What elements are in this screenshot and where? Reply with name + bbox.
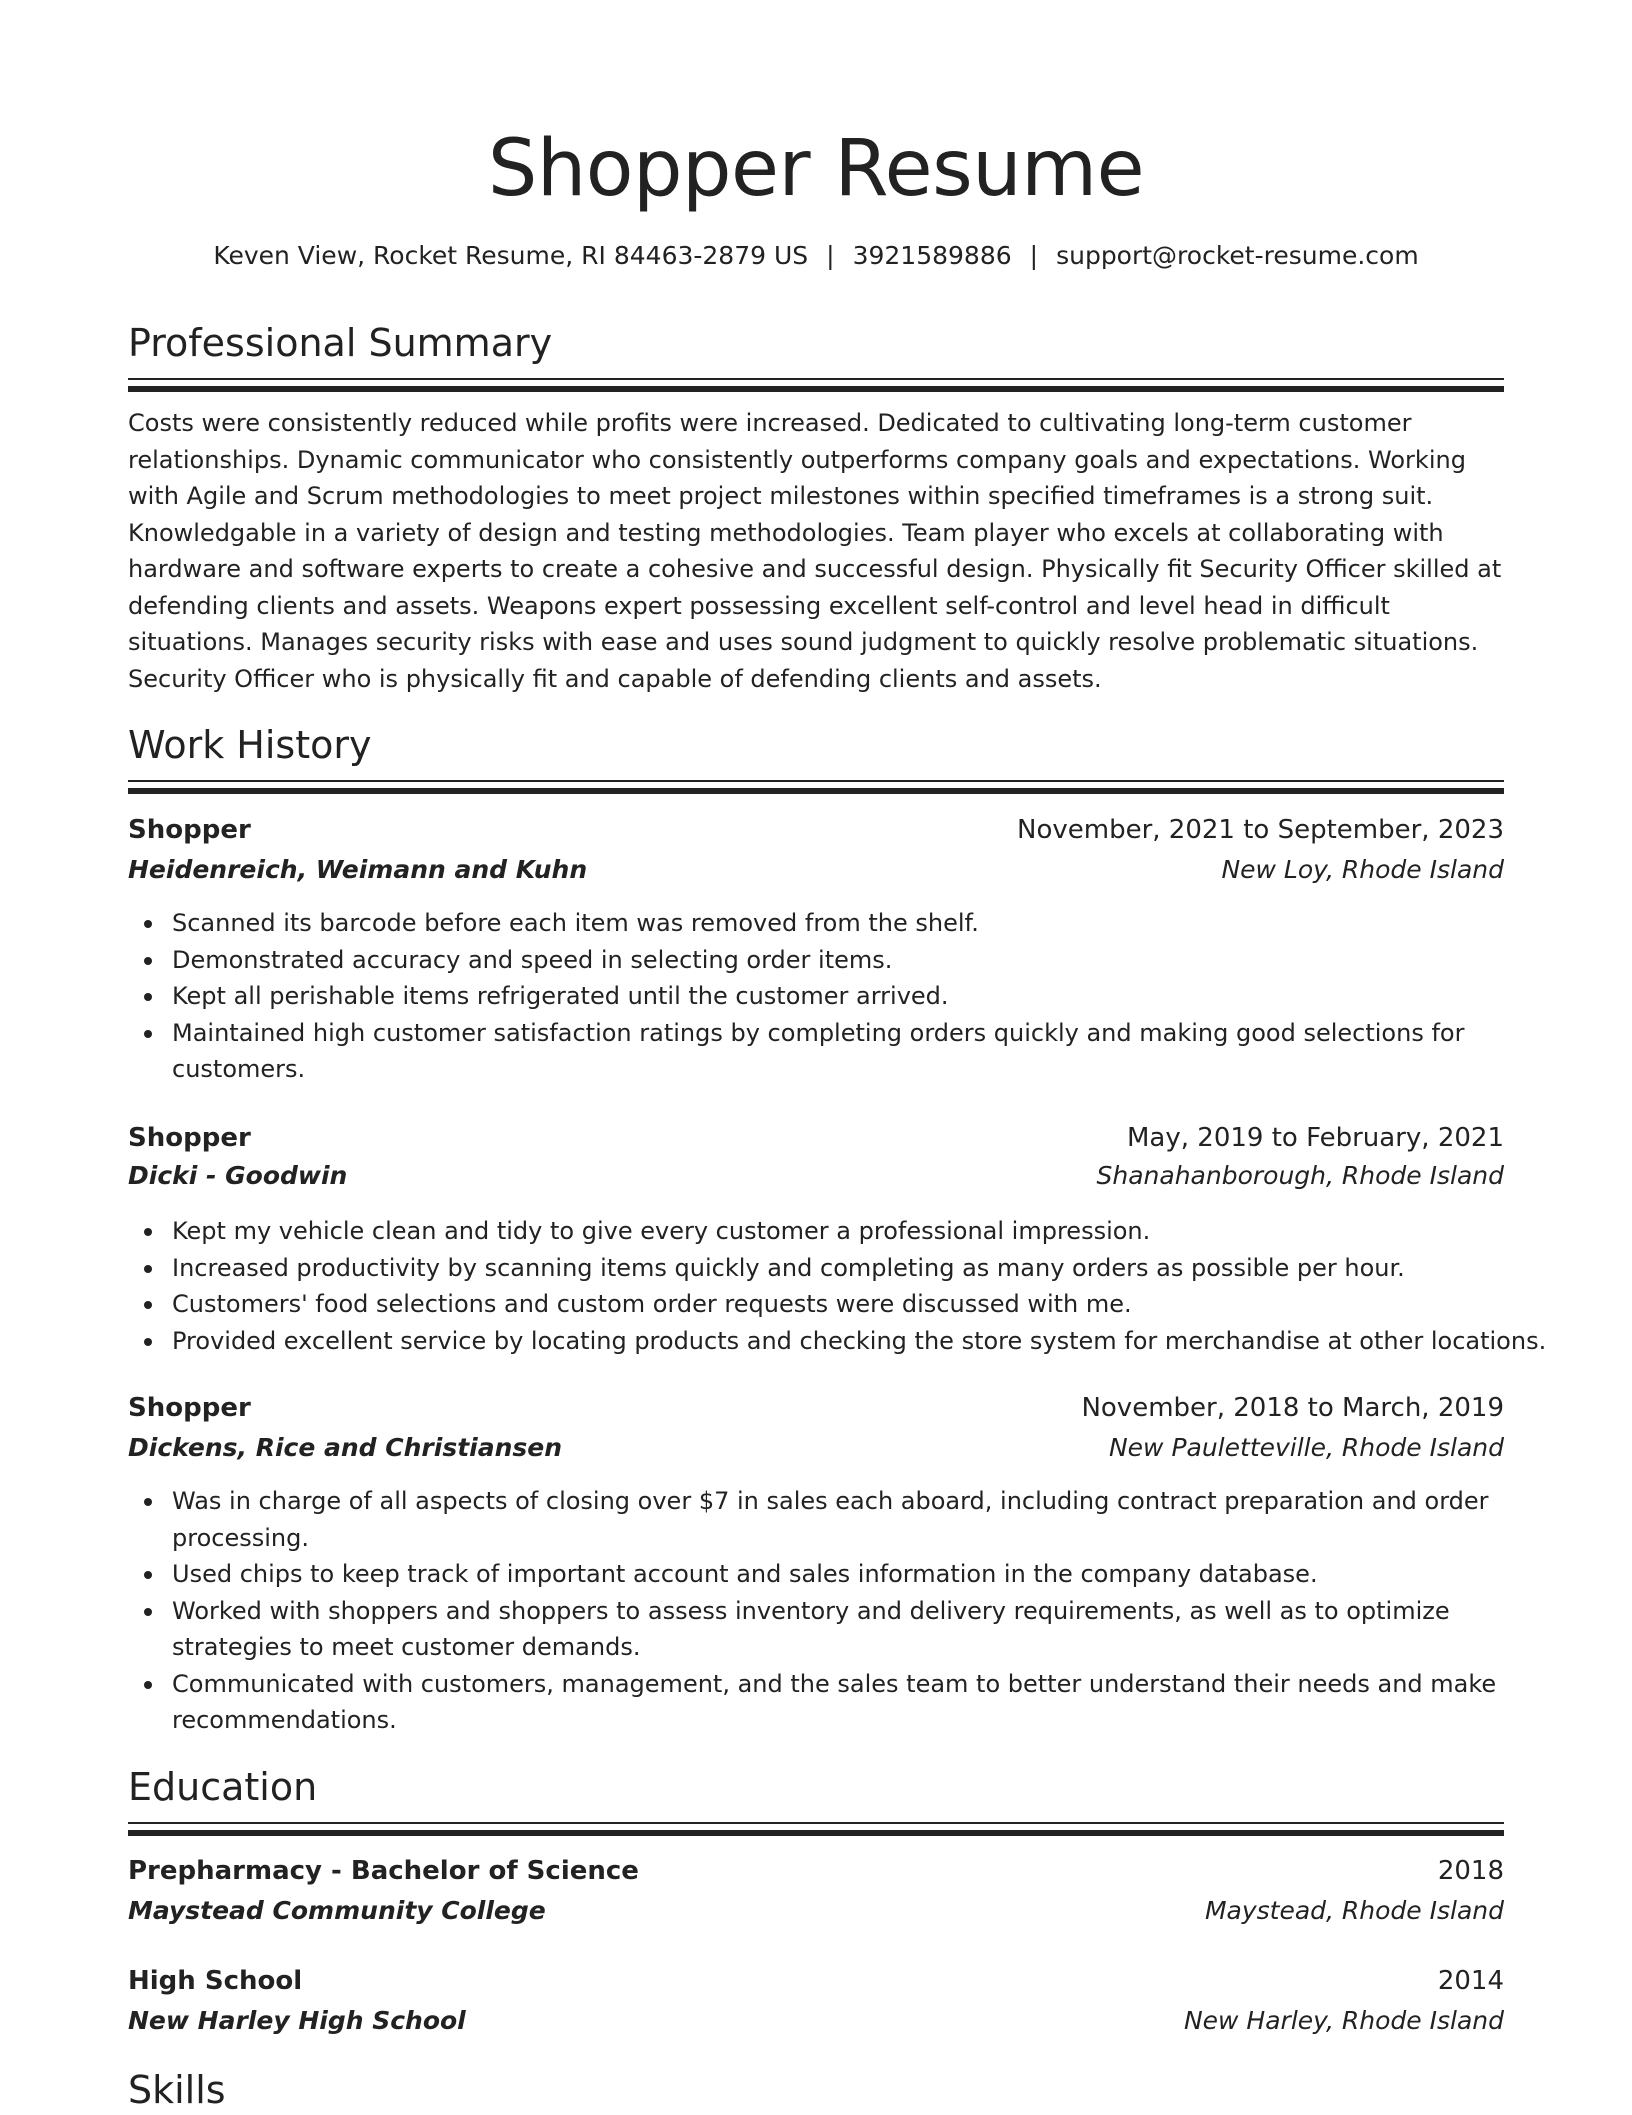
job-employer: Dickens, Rice and Christiansen bbox=[128, 1433, 563, 1462]
list-item: Maintained high customer satisfaction ratings by completing orders quickly and making good selections for customers. bbox=[172, 1015, 1548, 1088]
contact-line bbox=[128, 238, 1504, 274]
page-title: Shopper Resume bbox=[487, 124, 1145, 214]
job-dates: November, 2018 to March, 2019 bbox=[1081, 1393, 1504, 1423]
section-heading-education: Education bbox=[128, 1765, 318, 1809]
job-location: New Pauletteville, Rhode Island bbox=[1108, 1433, 1504, 1462]
list-item: Scanned its barcode before each item was removed from the shelf. bbox=[172, 905, 1548, 942]
contact-address: Keven View, Rocket Resume, RI 84463-2879 US bbox=[213, 241, 809, 270]
section-heading-skills: Skills bbox=[128, 2068, 226, 2112]
job-subheader bbox=[128, 852, 1504, 888]
list-item: Provided excellent service by locating products and checking the store system for merchandise at other locations. bbox=[172, 1323, 1548, 1360]
section-heading-summary: Professional Summary bbox=[128, 321, 553, 365]
education-subheader bbox=[128, 1893, 1504, 1929]
list-item: Used chips to keep track of important account and sales information in the company database. bbox=[172, 1556, 1548, 1593]
job-bullets bbox=[128, 1213, 1548, 1359]
job-dates: May, 2019 to February, 2021 bbox=[1127, 1123, 1504, 1153]
list-item: Customers' food selections and custom order requests were discussed with me. bbox=[172, 1286, 1548, 1323]
contact-phone: 3921589886 bbox=[852, 241, 1012, 270]
contact-separator: | bbox=[826, 241, 835, 270]
contact-email: support@rocket-resume.com bbox=[1056, 241, 1419, 270]
list-item: Kept my vehicle clean and tidy to give every customer a professional impression. bbox=[172, 1213, 1548, 1250]
job-bullets bbox=[128, 905, 1548, 1088]
job-location: Shanahanborough, Rhode Island bbox=[1096, 1161, 1504, 1190]
job-title: Shopper bbox=[128, 815, 251, 845]
list-item: Kept all perishable items refrigerated until the customer arrived. bbox=[172, 978, 1548, 1015]
section-divider bbox=[128, 780, 1504, 792]
job-title: Shopper bbox=[128, 1123, 251, 1153]
job-dates: November, 2021 to September, 2023 bbox=[1017, 815, 1504, 845]
education-school: New Harley High School bbox=[128, 2006, 466, 2035]
job-employer: Heidenreich, Weimann and Kuhn bbox=[128, 855, 588, 884]
job-subheader bbox=[128, 1430, 1504, 1466]
section-heading-work-history: Work History bbox=[128, 723, 372, 767]
education-location: New Harley, Rhode Island bbox=[1183, 2006, 1504, 2035]
education-degree: Prepharmacy - Bachelor of Science bbox=[128, 1856, 639, 1886]
education-school: Maystead Community College bbox=[128, 1896, 546, 1925]
job-header bbox=[128, 812, 1504, 848]
job-bullets bbox=[128, 1483, 1548, 1739]
list-item: Demonstrated accuracy and speed in selecting order items. bbox=[172, 942, 1548, 979]
section-divider bbox=[128, 378, 1504, 390]
list-item: Was in charge of all aspects of closing over $7 in sales each aboard, including contract preparation and order processing. bbox=[172, 1483, 1548, 1556]
job-employer: Dicki - Goodwin bbox=[128, 1161, 348, 1190]
education-year: 2014 bbox=[1437, 1966, 1504, 1996]
education-location: Maystead, Rhode Island bbox=[1204, 1896, 1504, 1925]
summary-text: Costs were consistently reduced while profits were increased. Dedicated to cultivating long-term customer relationships. Dynamic communicator who consistently outperforms company goals and expectations. Working with Agile and Scrum methodologies to meet project milestones within specified timeframes is a strong suit. Knowledgable in a variety of design and testing methodologies. Team player who excels at collaborating with hardware and software experts to create a cohesive and successful design. Physically fit Security Officer skilled at defending clients and assets. Weapons expert possessing excellent self-control and level head in difficult situations. Manages security risks with ease and uses sound judgment to quickly resolve problematic situations. Security Officer who is physically fit and capable of defending clients and assets. bbox=[128, 409, 1502, 693]
education-year: 2018 bbox=[1437, 1856, 1504, 1886]
list-item: Worked with shoppers and shoppers to assess inventory and delivery requirements, as well as to optimize strategies to meet customer demands. bbox=[172, 1593, 1548, 1666]
job-title: Shopper bbox=[128, 1393, 251, 1423]
job-header bbox=[128, 1390, 1504, 1426]
education-subheader bbox=[128, 2003, 1504, 2039]
list-item: Increased productivity by scanning items quickly and completing as many orders as possible per hour. bbox=[172, 1250, 1548, 1287]
education-header bbox=[128, 1853, 1504, 1889]
contact-separator: | bbox=[1029, 241, 1039, 270]
section-divider bbox=[128, 1822, 1504, 1834]
job-location: New Loy, Rhode Island bbox=[1221, 855, 1504, 884]
job-header bbox=[128, 1120, 1504, 1156]
list-item: Communicated with customers, management, and the sales team to better understand their needs and make recommendations. bbox=[172, 1666, 1548, 1739]
education-header bbox=[128, 1963, 1504, 1999]
job-subheader bbox=[128, 1158, 1504, 1194]
education-degree: High School bbox=[128, 1966, 303, 1996]
